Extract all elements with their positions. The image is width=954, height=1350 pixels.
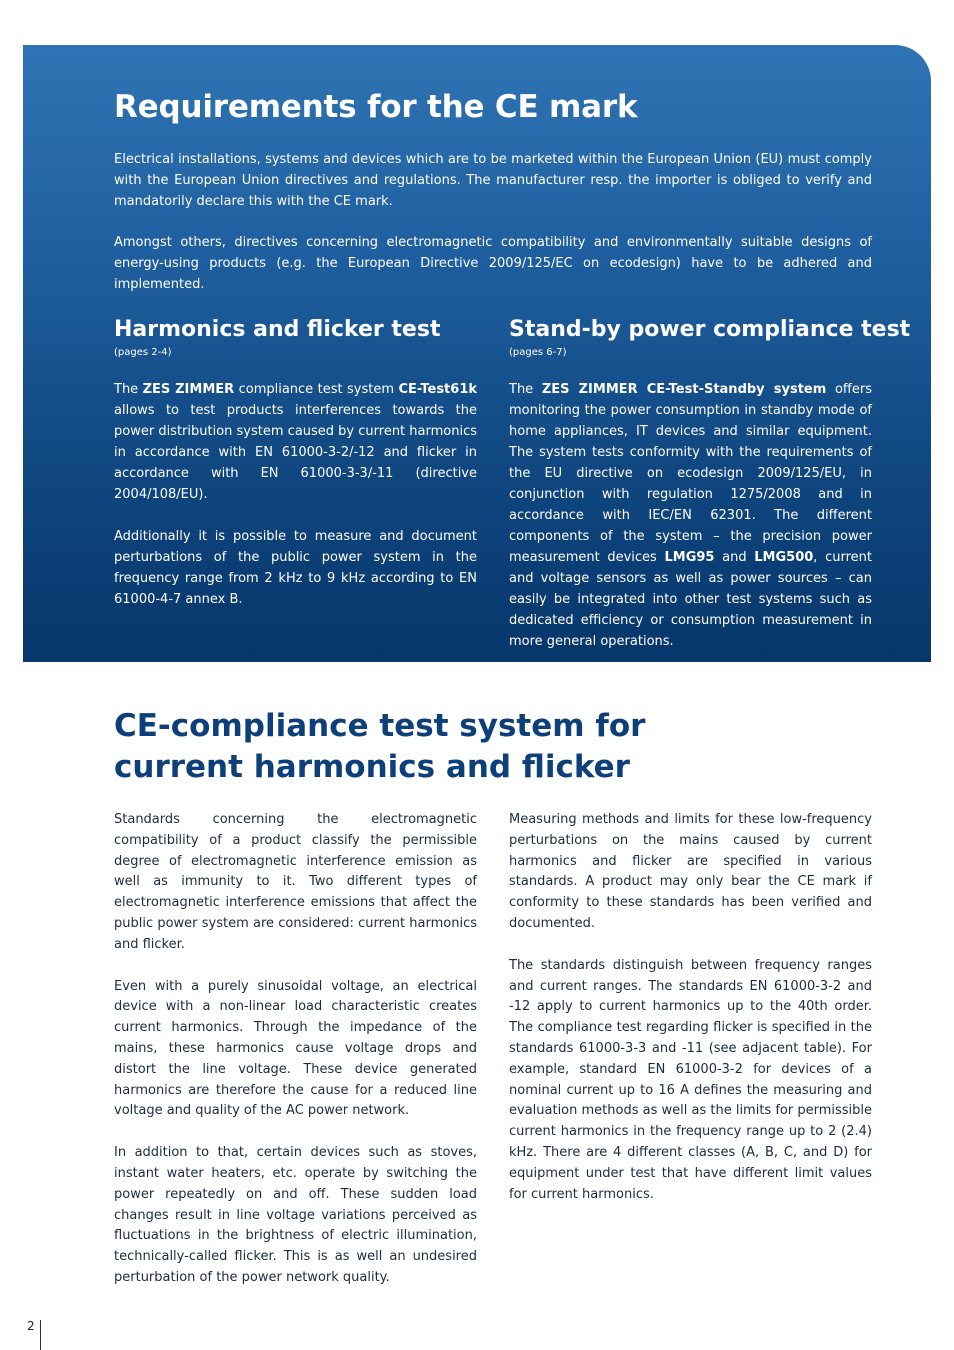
intro-paragraph-1: Electrical installations, systems and devices which are to be marketed within the European Union (EU) must comply with the European Union directives and regulations. The manufacturer resp. the importer is obliged to verify and mandatorily declare this with the CE mark. xyxy=(114,152,872,209)
main-title-line-2: current harmonics and flicker xyxy=(114,749,630,785)
lmg500-name: LMG500 xyxy=(754,550,814,565)
harmonics-paragraph-1: The ZES ZIMMER compliance test system CE-Test61k allows to test products interferences towards the power distribution system caused by current harmonics in accordance with EN 61000-3-2/-12 and flicker in accordance with EN 61000-3-3/-11 (directive 2004/108/EU). xyxy=(114,382,478,502)
right-paragraph-2: The standards distinguish between frequency ranges and current ranges. The standards EN 61000-3-2 and -12 apply to current harmonics up to the 40th order. The compliance test regarding flicker is specified in the standards 61000-3-3 and -11 (see adjacent table). For example, standard EN 61000-3-2 for devices of a nominal current up to 16 A defines the measuring and evaluation methods as well as the limits for permissible current harmonics in the frequency range up to 2 (2.4) kHz. There are 4 different classes (A, B, C, and D) for equipment under test that have different limit values for current harmonics. xyxy=(509,957,872,1202)
harmonics-heading: Harmonics and flicker test xyxy=(114,317,441,342)
standby-pages: (pages 6-7) xyxy=(509,347,567,358)
right-paragraph-1: Measuring methods and limits for these low-frequency perturbations on the mains caused by current harmonics and flicker are specified in various standards. A product may only bear the CE mark if conformity to these standards has been verified and documented. xyxy=(509,812,872,931)
standby-system-name: ZES ZIMMER CE-Test-Standby system xyxy=(541,382,827,397)
left-paragraph-2: Even with a purely sinusoidal voltage, an electrical device with a non-linear load characteristic creates current harmonics. Through the impedance of the mains, these harmonics cause voltage drops and distort the line voltage. These device generated harmonics are therefore the cause for a reduced line voltage and quality of the AC power network. xyxy=(114,978,477,1119)
harmonics-paragraph-2: Additionally it is possible to measure and document perturbations of the public power system in the frequency range from 2 kHz to 9 kHz according to EN 61000-4-7 annex B. xyxy=(114,529,477,607)
left-paragraph-1: Standards concerning the electromagnetic compatibility of a product classify the permissible degree of electromagnetic interference emission as well as immunity to it. Two different types of electromagnetic interference emissions that affect the public power system are considered: current harmonics and flicker. xyxy=(114,812,477,952)
page-number: 2 xyxy=(27,1319,35,1333)
standby-paragraph: The ZES ZIMMER CE-Test-Standby system offers monitoring the power consumption in standby mode of home appliances, IT devices and similar equipment. The system tests conformity with the requirements of the EU directive on ecodesign 2009/125/EU, in conjunction with regulation 1275/2008 and in accordance with IEC/EN 62301. The different components of the system – the precision power measurement devices LMG95 and LMG500, current and voltage sensors as well as power sources – can easily be integrated into other test systems such as dedicated efficiency or consumption measurement in more general operations. xyxy=(509,382,872,649)
intro-paragraph-2: Amongst others, directives concerning electromagnetic compatibility and environmentally suitable designs of energy-using products (e.g. the European Directive 2009/125/EC on ecodesign) have to be adhered and implemented. xyxy=(114,235,872,292)
page-number-divider xyxy=(40,1320,41,1350)
main-title xyxy=(114,706,645,788)
product-name: CE-Test61k xyxy=(398,382,478,397)
banner-title: Requirements for the CE mark xyxy=(114,89,638,125)
right-column xyxy=(509,810,872,1226)
harmonics-section xyxy=(114,317,477,610)
main-title-line-1: CE-compliance test system for xyxy=(114,708,646,744)
ce-requirements-banner xyxy=(23,45,931,662)
brand-name: ZES ZIMMER xyxy=(142,382,235,397)
left-column xyxy=(114,810,477,1310)
standby-heading: Stand-by power compliance test xyxy=(509,317,911,342)
left-paragraph-3: In addition to that, certain devices such as stoves, instant water heaters, etc. operate by switching the power repeatedly on and off. These sudden load changes result in line voltage variations perceived as fluctuations in the brightness of electric illumination, technically-called flicker. This is as well an undesired perturbation of the power network quality. xyxy=(114,1145,477,1285)
standby-section xyxy=(509,317,911,652)
lmg95-name: LMG95 xyxy=(664,550,715,565)
harmonics-pages: (pages 2-4) xyxy=(114,347,172,358)
